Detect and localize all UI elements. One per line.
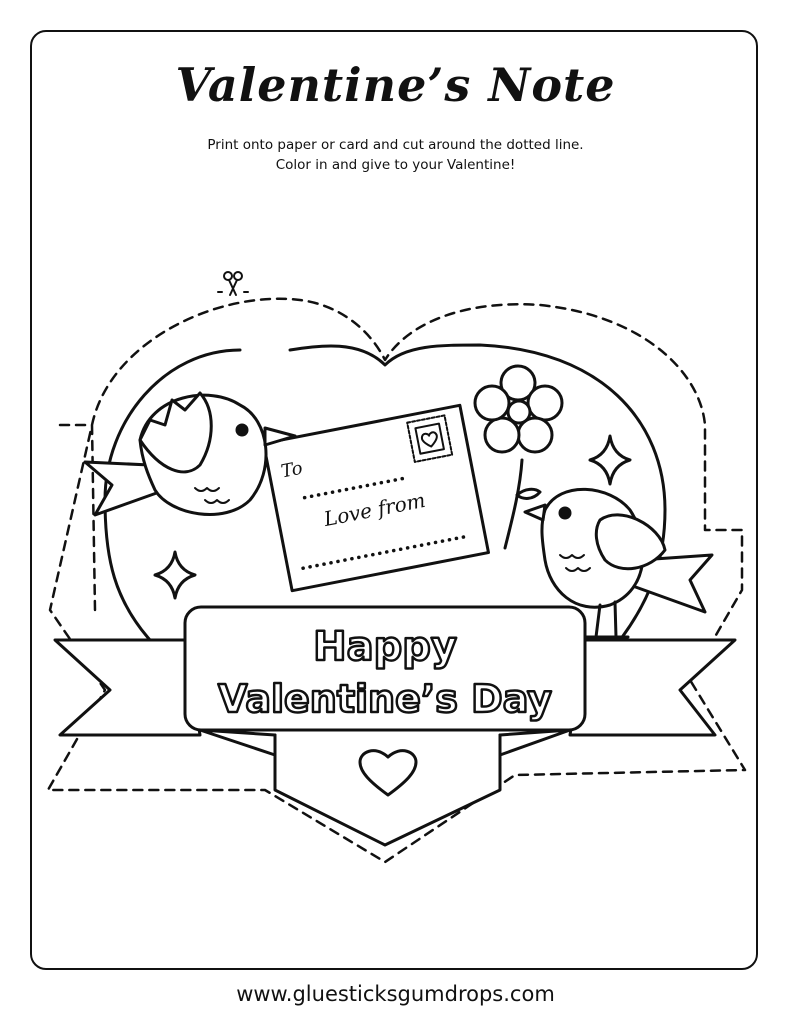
- ribbon-left: [55, 640, 200, 735]
- banner-line-2: Valentine’s Day: [218, 677, 552, 721]
- sparkle-icon: [590, 436, 630, 484]
- sparkle-icon: [155, 552, 195, 598]
- instruction-line-1: Print onto paper or card and cut around the dotted line.: [207, 137, 584, 153]
- bird-icon: [85, 393, 295, 515]
- banner-line-1: Happy: [313, 624, 457, 670]
- ribbon-fold-left: [200, 730, 275, 755]
- envelope: [264, 405, 489, 590]
- instruction-line-2: Color in and give to your Valentine!: [275, 157, 516, 173]
- page-title: Valentine’s Note: [175, 58, 616, 112]
- footer-url: www.gluesticksgumdrops.com: [236, 982, 555, 1006]
- scissors-icon: [218, 272, 250, 295]
- heart-bottom-shield: [275, 735, 500, 845]
- envelope-to-label: To: [279, 457, 305, 483]
- ribbon-fold-right: [500, 730, 570, 755]
- ribbon-right: [570, 640, 735, 735]
- envelope-from-label: Love from: [321, 487, 428, 532]
